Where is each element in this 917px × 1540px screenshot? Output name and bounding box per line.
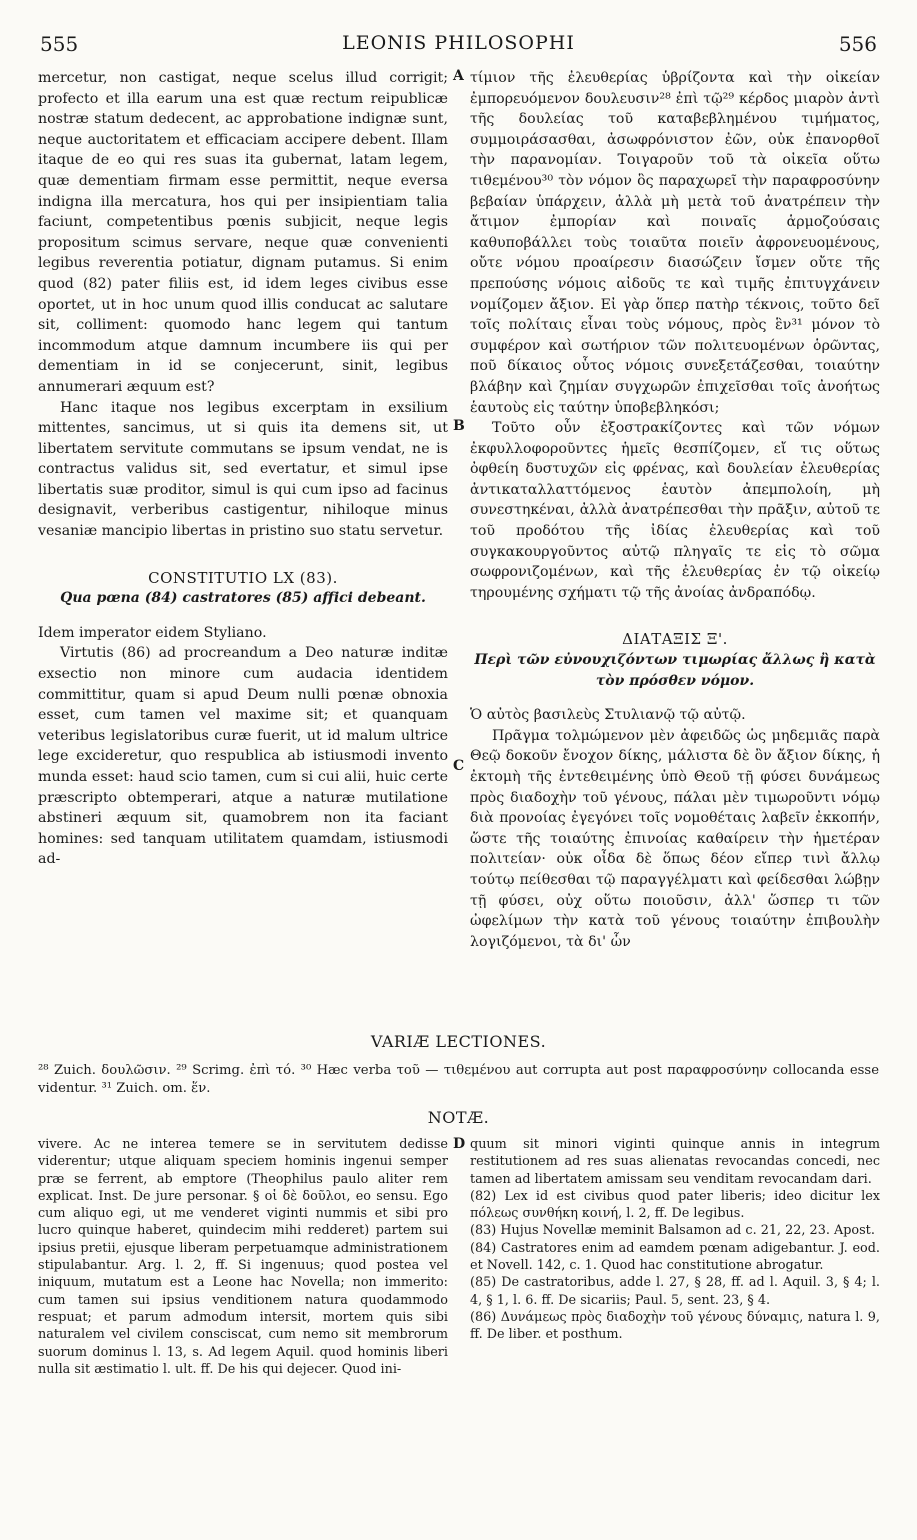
greek-address-line: Ὁ αὐτὸς βασιλεὺς Στυλιανῷ τῷ αὐτῷ. <box>470 707 746 724</box>
greek-paragraph-2: Τοῦτο οὖν ἐξοστρακίζοντες καὶ τῶν νόμων ἐκφυλλοφοροῦντες ἡμεῖς θεσπίζομεν, εἴ τις οὕτως ὀφθείη δυστυχῶν εἰς φρένας, καὶ δουλείαν ἐλευθερίας ἀντικαταλλαττόμενος ἑαυτὸν ἀπεμπολοίη, μὴ συνεστηκέναι, ἀλλὰ ἀνατρέπεσθαι τὴν πρᾶξιν, αὐτοῦ τε τοῦ προδότου τῆς ἰδίας ἐλευθερίας καὶ τοῦ συγκακουργοῦντος αὐτῷ πληγαῖς τε εἰς τὸ σῶμα σωφρονιζομένων, καὶ τῆς ἐλευθερίας ἐν τῷ οἰκείῳ τηρουμένης σχήματι τῷ τῆς ἀνοίας ἀνδραπόδῳ. <box>470 420 880 601</box>
margin-letter-b: B <box>453 418 465 434</box>
latin-paragraph-1: mercetur, non castigat, neque scelus illud corrigit; profecto et illa earum una est quæ rectum reipublicæ nostræ statum dedecent, ac approbatione indignæ sunt, neque auctoritatem et efficaciam accipere debent. Illam itaque de eo qui res suas ita gubernat, latam legem, quæ dementiam firmam esse permittit, neque eversa indigna illa mercatura, hos qui per insipientiam talia faciunt, competentibus pœnis subjicit, neque legis propositum scimus servare, neque quæ convenienti legibus reverentia potiatur, dignam putamus. Si enim quod (82) pater filiis est, id idem leges civibus esse oportet, ut in hoc unum quod illis conducat ac salutare sit, colliment: quomodo hanc legem qui tantum incommodum atque damnum incumbere iis qui per dementiam in id se conjecerunt, sinit, legibus annumerari æquum est? <box>38 70 448 395</box>
note-item: quum sit minori viginti quinque annis in integrum restitutionem ad res suas alienatas revocandas concedi, nec tamen ad libertatem amissam seu venditam revocandam dari. <box>470 1137 880 1187</box>
note-item: (83) Hujus Novellæ meminit Balsamon ad c. 21, 22, 23. Apost. <box>470 1223 875 1239</box>
latin-address-line: Idem imperator eidem Styliano. <box>38 624 267 641</box>
note-continuation: vivere. Ac ne interea temere se in servitutem dedisse viderentur; utque aliquam speciem hominis ingenui semper præ se ferrent, ab emptore (Theophilus paulo aliter rem explicat. Inst. De jure personar. § οἱ δὲ δοῦλοι, eo sensu. Ego cum aliquo egi, ut me venderet viginti nummis et sibi pro lucro quinque haberet, quindecim mihi redderet) partem sui ipsius pretii, ejusque liberam perpetuamque administrationem stipulabantur. Arg. l. 2, ff. Si ingenuus; quod postea vel iniquum, mutatum est a Leone hac Novella; non immerito: cum tamen sui ipsius venditionem natura quodammodo respuat; et parum admodum intersit, mortem quis sibi naturalem vel civilem consciscat, cum nemo sit membrorum suorum dominus l. 13, s. Ad legem Aquil. quod hominis liberi nulla sit æstimatio l. ult. ff. De his qui dejecer. Quod ini- <box>38 1137 448 1377</box>
margin-letter-c: C <box>453 758 465 774</box>
latin-column <box>38 68 448 870</box>
greek-column <box>470 68 880 952</box>
latin-paragraph-3: Virtutis (86) ad procreandum a Deo naturæ inditæ exsectio non minore cum audacia identidem committitur, quam si apud Deum nulli pœnæ obnoxia esset, cum tamen vel maxime sit; et quanquam veteribus legislatoribus curæ fuerit, ut id malum ultrice lege excideretur, quo respublica ab istiusmodi invento munda esset: haud scio tamen, cum si cui alii, huic certe præscripto obtemperari, atque a naturæ mutilatione abstineri æquum sit, quamobrem non ita faciant homines: sed tanquam utilitatem quamdam, istiusmodi ad- <box>38 645 448 868</box>
greek-paragraph-3: Πρᾶγμα τολμώμενον μὲν ἀφειδῶς ὡς μηδεμιᾶς παρὰ Θεῷ δοκοῦν ἔνοχον δίκης, μάλιστα δὲ ὂν ἄξιον δίκης, ἡ ἐκτομὴ τῆς ἐντεθειμένης ὑπὸ Θεοῦ τῇ φύσει δυνάμεως πρὸς διαδοχὴν τοῦ γένους, πάλαι μὲν τιμωροῦντι νόμῳ διὰ προνοίας ἐγεγόνει τοῖς νομοθέταις λαβεῖν ἐκκοπήν, ὥστε τῆς τοιαύτης ἐπινοίας καθαίρειν τὴν ἡμετέραν πολιτείαν· οὐκ οἶδα δὲ ὅπως δέον εἴπερ τινὶ ἄλλῳ τούτῳ πείθεσθαι τῷ παραγγέλματι καὶ φείδεσθαι λώβῃν τῇ φύσει, οὐχ οὕτω ποιοῦσιν, ἀλλ' ὥσπερ τι τῶν ὠφελίμων τὴν κατὰ τοῦ γένους τοιαύτην ἐπιβουλὴν λογιζόμενοι, τὰ δι' ὧν <box>470 727 880 950</box>
variae-lectiones-text: ²⁸ Zuich. δουλῶσιν. ²⁹ Scrimg. ἐπὶ τό. ³⁰ Hæc verba τοῦ — τιθεμένου aut corrupta aut post παραφροσύνην collocanda esse videntur. ³¹ Zuich. om. ἕν. <box>38 1063 879 1096</box>
page-number-right: 556 <box>838 32 877 56</box>
running-title: LEONIS PHILOSOPHI <box>342 32 575 54</box>
greek-paragraph-1: τίμιον τῆς ἐλευθερίας ὑβρίζοντα καὶ τὴν οἰκείαν ἐμπορευόμενον δουλευσιν²⁸ ἐπὶ τῷ²⁹ κέρδος μιαρὸν ἀντὶ τῆς δουλείας τοῦ καταβεβλημένου τιμήματος, συμμοιράσασθαι, ἀσωφρόνιστον ἐῶν, οὐκ ἐπανορθοῖ τὴν παρανομίαν. Τοιγαροῦν τοῦ τὰ οἰκεῖα οὕτω τιθεμένου³⁰ τὸν νόμον ὃς παραχωρεῖ τὴν παραφροσύνην βεβαίαν ὑπάρχειν, ἀλλὰ μὴ μετὰ τοῦ ἀνατρέπειν τὴν ἄτιμον ἐμπορίαν καὶ ποιναῖς ἁρμοζούσαις καθυποβάλλει τοὺς τοιαῦτα ποιεῖν ἀφρονευομένους, οὔτε νόμου προαίρεσιν διασώζειν ἴσμεν οὔτε τῆς πρεπούσης νόμοις αἰδοῦς τε καὶ τιμῆς ἐπιτυγχάνειν νομίζομεν ἄξιον. Εἰ γὰρ ὅπερ πατὴρ τέκνοις, τοῦτο δεῖ τοῖς πολίταις εἶναι τοὺς νόμους, πρὸς ἓν³¹ μόνον τὸ συμφέρον καὶ σωτήριον τῶν πολιτευομένων ὁρῶντας, ποῦ δίκαιος οὗτος νόμοις συνεξετάζεσθαι, τοιαύτην βλάβην καὶ ζημίαν συγχωρῶν ἐπιχεῖσθαι τοῖς ἀνοήτως ἑαυτοὺς εἰς ταύτην ὑποβεβληκόσι; <box>470 70 880 416</box>
running-header <box>40 32 877 60</box>
page-number-left: 555 <box>40 32 79 56</box>
latin-paragraph-2: Hanc itaque nos legibus excerptam in exsilium mittentes, sancimus, ut si quis ita demens sit, ut libertatem servitute commutans se ipsum vendat, ne is contractus validus sit, sed evertatur, et simul ipse libertatis suæ proditor, simul is qui cum ipso ad facinus designavit, verberibus castigentur, nihiloque minus vesaniæ mancipio libertas in pristino suo statu servetur. <box>38 399 448 540</box>
margin-letter-a: A <box>453 68 464 84</box>
notes-left-column <box>38 1136 448 1378</box>
greek-constitution-heading: ΔΙΑΤΑΞΙΣ Ξ'. <box>622 630 728 649</box>
notes-right-column <box>470 1136 880 1344</box>
variae-lectiones-title: VARIÆ LECTIONES. <box>370 1032 547 1051</box>
latin-constitution-subheading: Qua pœna (84) castratores (85) affici debeant. <box>60 590 426 607</box>
note-item: (84) Castratores enim ad eamdem pœnam adigebantur. J. eod. et Novell. 142, c. 1. Quod hac constitutione abrogatur. <box>470 1240 880 1274</box>
note-item: (85) De castratoribus, adde l. 27, § 28, ff. ad l. Aquil. 3, § 4; l. 4, § 1, l. 6. ff. De sicariis; Paul. 5, sent. 23, § 4. <box>470 1275 880 1308</box>
notae-title: NOTÆ. <box>427 1108 490 1127</box>
latin-constitution-heading: CONSTITUTIO LX (83). <box>148 568 338 587</box>
greek-constitution-subheading: Περὶ τῶν εὐνουχιζόντων τιμωρίας ἄλλως ἢ κατὰ τὸν πρόσθεν νόμον. <box>474 652 876 689</box>
margin-letter-d: D <box>453 1136 466 1152</box>
note-item: (82) Lex id est civibus quod pater liberis; ideo dicitur lex πόλεως συνθήκη κοινή, l. 2, ff. De legibus. <box>470 1188 880 1222</box>
note-item: (86) Δυνάμεως πρὸς διαδοχὴν τοῦ γένους δύναμις, natura l. 9, ff. De liber. et posthum. <box>470 1309 880 1343</box>
